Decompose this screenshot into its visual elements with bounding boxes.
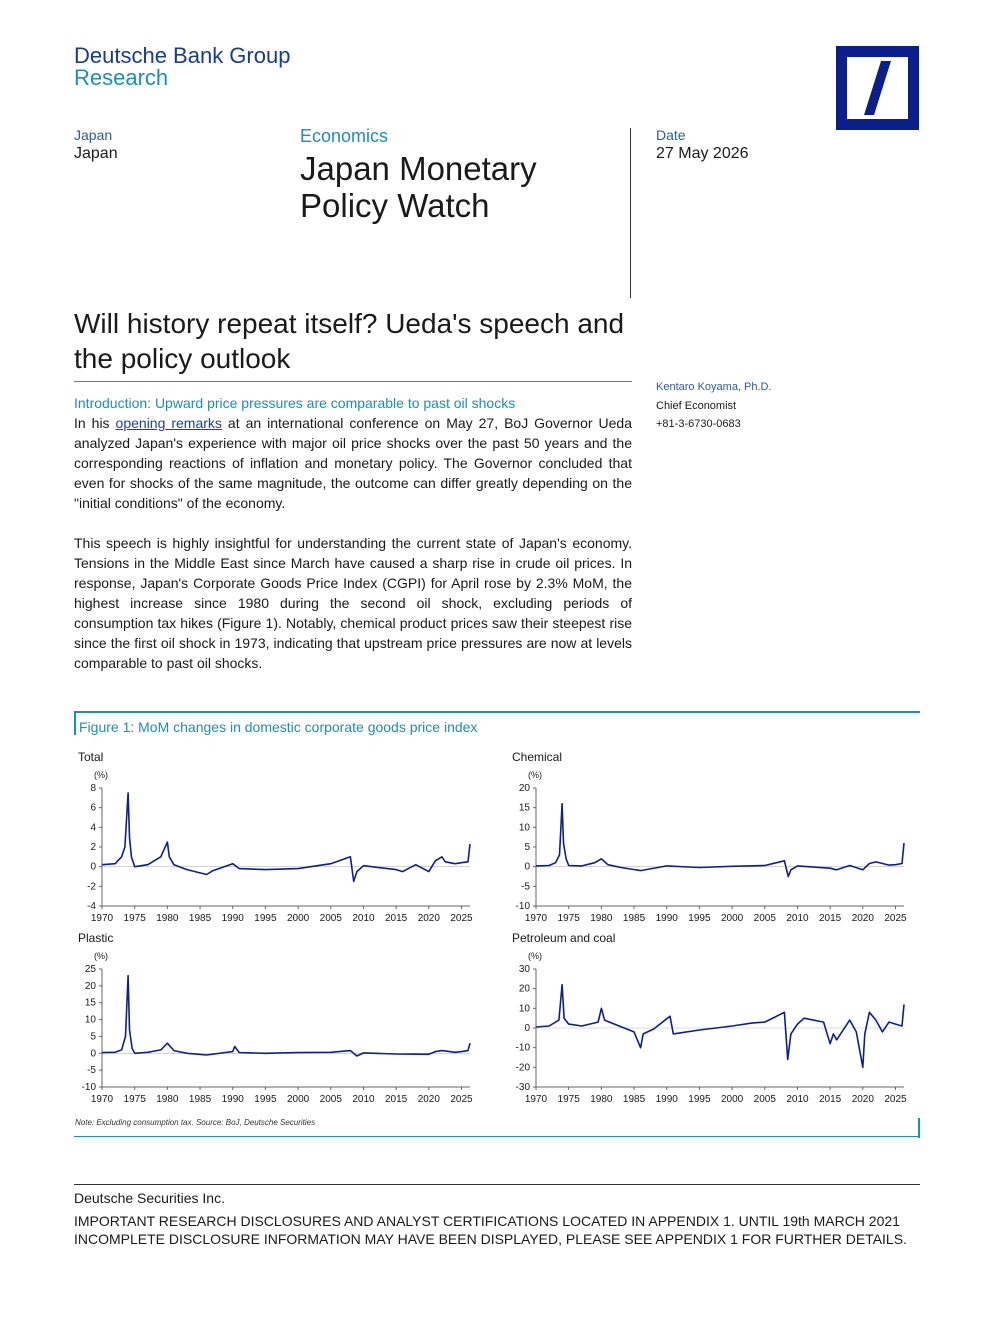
footer-disclosure: IMPORTANT RESEARCH DISCLOSURES AND ANALYST CERTIFICATIONS LOCATED IN APPENDIX 1. UNTIL 19th MARCH 2021 INCOMPLETE DISCLOSURE INFORMATION MAY HAVE BEEN DISPLAYED, PLEASE SEE APPENDIX 1 FOR FURTHER DETAILS. xyxy=(74,1213,907,1247)
y-tick-label: -5 xyxy=(521,881,530,893)
x-tick-label: 2015 xyxy=(385,913,408,924)
y-tick-label: 5 xyxy=(524,842,530,853)
x-tick-label: 2000 xyxy=(720,1094,744,1105)
x-tick-label: 1975 xyxy=(557,1094,580,1105)
logo-inner-square xyxy=(847,57,908,119)
y-tick-label: 0 xyxy=(90,1048,96,1060)
y-tick-label: 15 xyxy=(84,997,96,1009)
figure-frame-right xyxy=(918,1118,920,1138)
deutsche-bank-logo xyxy=(836,46,919,130)
x-tick-label: 1985 xyxy=(188,913,212,924)
x-tick-label: 2025 xyxy=(450,1094,473,1105)
brand-name: Deutsche Bank Group xyxy=(74,43,291,68)
article-headline: Will history repeat itself? Ueda's speech and the policy outlook xyxy=(74,308,625,374)
region-label: Japan xyxy=(74,127,113,143)
x-tick-label: 1970 xyxy=(524,1094,548,1105)
chart-ylabel: (%) xyxy=(528,951,542,961)
series-line xyxy=(536,985,904,1068)
x-tick-label: 2005 xyxy=(753,1094,776,1105)
y-tick-label: 6 xyxy=(90,802,96,814)
opening-remarks-link[interactable]: opening remarks xyxy=(115,415,222,431)
x-tick-label: 1995 xyxy=(254,913,277,924)
y-tick-label: -10 xyxy=(515,901,530,912)
x-tick-label: 1980 xyxy=(590,1094,613,1105)
chart-chemical xyxy=(508,748,918,930)
x-tick-label: 2000 xyxy=(286,1094,310,1105)
y-tick-label: 0 xyxy=(90,861,96,873)
chart-title: Total xyxy=(78,750,104,764)
x-tick-label: 1970 xyxy=(90,913,114,924)
paragraph-1-text: at an international conference on May 27, BoJ Governor Ueda analyzed Japan's experience with major oil price shocks over the past 50 years and the corresponding reactions of inflation and monetary policy. The Governor concluded that even for shocks of the same magnitude, the outcome can differ greatly depending on the "initial conditions" of the economy. xyxy=(74,415,632,511)
x-tick-label: 2000 xyxy=(286,913,310,924)
y-tick-label: 5 xyxy=(90,1031,96,1043)
logo-slash-icon xyxy=(847,57,908,119)
x-tick-label: 2015 xyxy=(819,913,842,924)
series-line xyxy=(536,804,904,877)
y-tick-label: 2 xyxy=(90,842,96,853)
author-phone: +81-3-6730-0683 xyxy=(656,418,741,430)
y-tick-label: 25 xyxy=(84,964,96,975)
figure-title: Figure 1: MoM changes in domestic corporate goods price index xyxy=(79,719,478,735)
x-tick-label: 1990 xyxy=(655,1094,678,1105)
y-tick-label: 10 xyxy=(518,1003,530,1015)
chart-svg xyxy=(74,929,484,1111)
x-tick-label: 2000 xyxy=(720,913,744,924)
y-tick-label: 10 xyxy=(84,1014,96,1026)
y-tick-label: 0 xyxy=(524,861,530,873)
figure-frame-bottom xyxy=(74,1136,920,1137)
figure-note: Note: Excluding consumption tax. Source: BoJ, Deutsche Securities xyxy=(75,1118,316,1127)
y-tick-label: 20 xyxy=(84,980,96,992)
series-line xyxy=(102,793,470,882)
section-label: Economics xyxy=(300,126,389,146)
author-name: Kentaro Koyama, Ph.D. xyxy=(656,381,772,393)
figure-frame-top xyxy=(74,711,920,713)
x-tick-label: 1980 xyxy=(156,1094,179,1105)
y-tick-label: -20 xyxy=(515,1062,530,1074)
x-tick-label: 1995 xyxy=(688,1094,711,1105)
x-tick-label: 2005 xyxy=(753,913,776,924)
y-tick-label: 15 xyxy=(518,802,530,814)
region-value: Japan xyxy=(74,145,118,162)
chart-ylabel: (%) xyxy=(528,770,542,780)
x-tick-label: 1985 xyxy=(622,913,646,924)
y-tick-label: -10 xyxy=(81,1082,96,1093)
x-tick-label: 2010 xyxy=(352,913,375,924)
x-tick-label: 2015 xyxy=(385,1094,408,1105)
x-tick-label: 1995 xyxy=(254,1094,277,1105)
y-tick-label: 20 xyxy=(518,983,530,995)
x-tick-label: 2025 xyxy=(884,1094,907,1105)
chart-title: Chemical xyxy=(512,750,563,764)
paragraph-1-prefix: In his xyxy=(74,415,116,431)
x-tick-label: 1995 xyxy=(688,913,711,924)
x-tick-label: 2025 xyxy=(884,913,907,924)
x-tick-label: 2020 xyxy=(851,1094,874,1105)
headline-rule xyxy=(74,381,632,382)
y-tick-label: -30 xyxy=(515,1082,530,1093)
chart-total xyxy=(74,748,484,930)
chart-title: Petroleum and coal xyxy=(512,931,616,945)
x-tick-label: 2010 xyxy=(786,913,809,924)
x-tick-label: 2020 xyxy=(851,913,874,924)
y-tick-label: -4 xyxy=(87,901,96,912)
x-tick-label: 1990 xyxy=(221,1094,244,1105)
x-tick-label: 2015 xyxy=(819,1094,842,1105)
chart-plastic xyxy=(74,929,484,1111)
y-tick-label: 10 xyxy=(518,822,530,834)
x-tick-label: 1975 xyxy=(123,913,146,924)
x-tick-label: 1980 xyxy=(156,913,179,924)
y-tick-label: -5 xyxy=(87,1065,96,1077)
x-tick-label: 1985 xyxy=(188,1094,212,1105)
footer-rule xyxy=(74,1184,920,1185)
footer-company: Deutsche Securities Inc. xyxy=(74,1190,225,1206)
chart-ylabel: (%) xyxy=(94,770,108,780)
y-tick-label: -2 xyxy=(87,881,96,893)
x-tick-label: 1970 xyxy=(90,1094,114,1105)
figure-frame-left xyxy=(74,711,76,735)
chart-ylabel: (%) xyxy=(94,951,108,961)
paragraph-2: This speech is highly insightful for understanding the current state of Japan's economy. Tensions in the Middle East since March have caused a sharp rise in crude oil prices. In response, Japan's Corporate Goods Price Index (CGPI) for April rose by 2.3% MoM, the highest increase since 1980 during the second oil shock, excluding periods of consumption tax hikes (Figure 1). Notably, chemical product prices saw their steepest rise since the first oil shock in 1973, indicating that upstream price pressures are now at levels comparable to past oil shocks. xyxy=(74,535,632,671)
x-tick-label: 1990 xyxy=(221,913,244,924)
chart-svg xyxy=(508,748,918,930)
chart-petroleum-coal xyxy=(508,929,918,1111)
date-label: Date xyxy=(656,127,686,143)
y-tick-label: 0 xyxy=(524,1023,530,1034)
x-tick-label: 2020 xyxy=(417,1094,440,1105)
x-tick-label: 1975 xyxy=(123,1094,146,1105)
y-tick-label: 8 xyxy=(90,783,96,794)
intro-heading: Introduction: Upward price pressures are comparable to past oil shocks xyxy=(74,395,516,411)
author-role: Chief Economist xyxy=(656,400,737,412)
chart-svg xyxy=(74,748,484,930)
header-divider xyxy=(630,128,631,298)
x-tick-label: 2010 xyxy=(786,1094,809,1105)
x-tick-label: 2010 xyxy=(352,1094,375,1105)
chart-svg xyxy=(508,929,918,1111)
x-tick-label: 2005 xyxy=(319,913,342,924)
chart-title: Plastic xyxy=(78,931,114,945)
publication-title: Japan Monetary Policy Watch xyxy=(300,150,537,224)
y-tick-label: -10 xyxy=(515,1042,530,1054)
y-tick-label: 20 xyxy=(518,783,530,794)
x-tick-label: 2005 xyxy=(319,1094,342,1105)
paragraph-1 xyxy=(74,413,632,513)
x-tick-label: 2025 xyxy=(450,913,473,924)
x-tick-label: 2020 xyxy=(417,913,440,924)
x-tick-label: 1990 xyxy=(655,913,678,924)
date-value: 27 May 2026 xyxy=(656,145,749,162)
series-line xyxy=(102,976,470,1056)
y-tick-label: 4 xyxy=(90,822,96,834)
x-tick-label: 1980 xyxy=(590,913,613,924)
x-tick-label: 1975 xyxy=(557,913,580,924)
x-tick-label: 1970 xyxy=(524,913,548,924)
y-tick-label: 30 xyxy=(518,964,530,975)
x-tick-label: 1985 xyxy=(622,1094,646,1105)
brand-subtitle: Research xyxy=(74,65,169,90)
